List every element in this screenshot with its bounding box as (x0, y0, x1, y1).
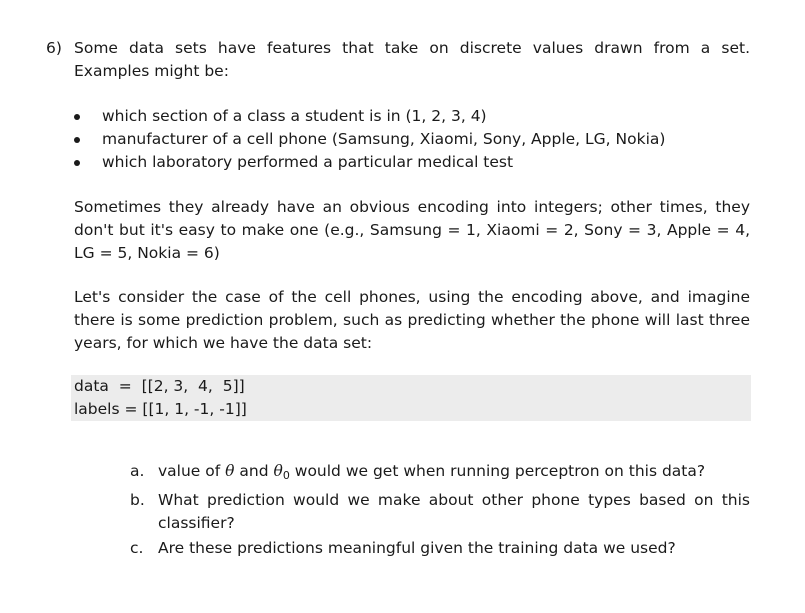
question-intro: Some data sets have features that take on discrete values drawn from a set. Examples might be: (74, 39, 750, 80)
sub-question-letter: b. (130, 491, 145, 509)
sub-question-letter: c. (130, 539, 144, 557)
theta-symbol: θ (225, 462, 235, 480)
list-item-text: which section of a class a student is in (1, 2, 3, 4) (102, 107, 487, 125)
problem-paragraph: Let's consider the case of the cell phones, using the encoding above, and imagine there is some prediction problem, such as predicting whether the phone will last three years, for which we have the data set: (74, 288, 750, 352)
sub-question-text: What prediction would we make about other phone types based on this classifier? (158, 491, 750, 532)
sub-question-text: Are these predictions meaningful given the training data we used? (158, 539, 676, 557)
sub-question-a (130, 460, 750, 487)
sub-question-list (130, 460, 750, 562)
example-list (74, 105, 750, 174)
sub-question-c (130, 537, 750, 560)
sub-question-b (130, 489, 750, 535)
list-item (74, 105, 750, 128)
theta0-symbol: θ (273, 462, 283, 480)
bullet-icon (74, 160, 80, 166)
encoding-paragraph: Sometimes they already have an obvious encoding into integers; other times, they don't but it's easy to make one (e.g., Samsung = 1, Xiaomi = 2, Sony = 3, Apple = 4, LG = 5, Nokia = 6) (74, 198, 750, 262)
code-line-labels: labels = [[1, 1, -1, -1]] (74, 400, 247, 418)
list-item (74, 151, 750, 174)
bullet-icon (74, 114, 80, 120)
list-item-text: manufacturer of a cell phone (Samsung, Xiaomi, Sony, Apple, LG, Nokia) (102, 130, 666, 148)
question-number: 6) (46, 39, 62, 57)
code-line-data: data = [[2, 3, 4, 5]] (74, 377, 245, 395)
theta0-subscript: 0 (282, 469, 290, 482)
list-item (74, 128, 750, 151)
sub-question-letter: a. (130, 462, 145, 480)
sub-question-text: would we get when running perceptron on this data? (289, 462, 706, 480)
list-item-text: which laboratory performed a particular medical test (102, 153, 514, 171)
code-block (71, 375, 751, 421)
sub-question-text: and (234, 462, 274, 480)
sub-question-text: value of (158, 462, 226, 480)
bullet-icon (74, 137, 80, 143)
